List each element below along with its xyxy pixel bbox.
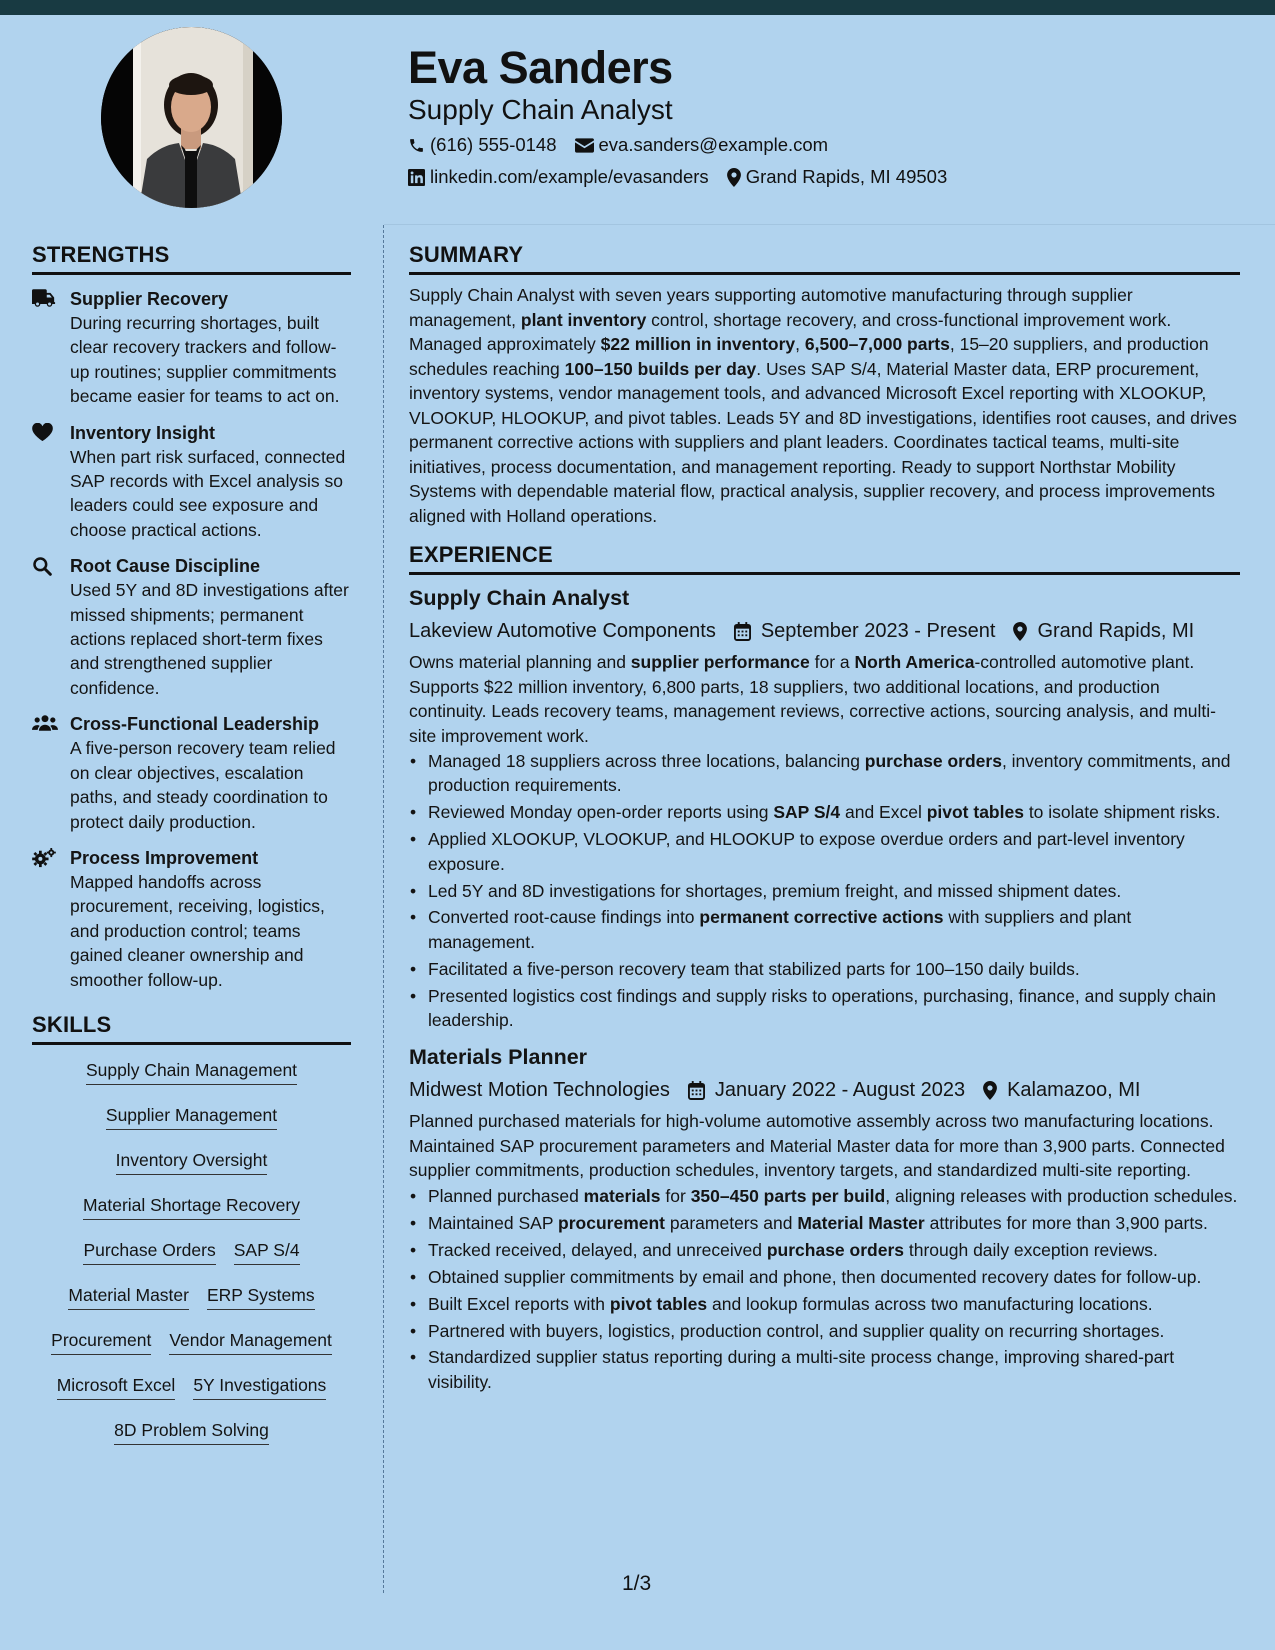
skill-tag: ERP Systems [207,1284,315,1310]
map-pin-icon [983,1081,997,1100]
skill-tag: Supply Chain Management [86,1059,297,1085]
skill-tag: Material Master [68,1284,189,1310]
job-description: Owns material planning and supplier performance for a North America-controlled automotive plant. Supports $22 million inventory, 6,800 parts, 18 suppliers, two additional locations, and production continuity. Leads recovery teams, management reviews, corrective actions, sourcing analysis, and multi-site improvement work. [409,652,1216,746]
strength-title: Process Improvement [70,847,259,868]
contact-row-1 [408,134,846,156]
job-location: Kalamazoo, MI [1007,1079,1141,1102]
strength-desc: Used 5Y and 8D investigations after missed shipments; permanent actions replaced short-term fixes and strengthened supplier confidence. [70,580,349,698]
skill-tag: Inventory Oversight [116,1149,268,1175]
candidate-title: Supply Chain Analyst [408,94,673,125]
job-title: Materials Planner [409,1045,588,1070]
phone-text: (616) 555-0148 [430,134,557,155]
emphasis-text: supplier performance [630,652,810,672]
emphasis-text: $22 million in inventory [600,334,796,354]
right-column [409,242,1240,1397]
strength-title: Inventory Insight [70,422,216,443]
emphasis-text: pivot tables [926,802,1024,823]
strength-desc: During recurring shortages, built clear recovery trackers and follow-up routines; supplier commitments became easier for teams to act on. [70,313,340,407]
list-item: • Obtained supplier commitments by email and phone, then documented recovery dates for follow-up. [409,1265,1240,1289]
left-column [32,242,351,1464]
search-icon [32,556,52,576]
experience-rule [409,572,1240,575]
column-divider [383,225,384,1593]
list-item: • Maintained SAP procurement parameters and Material Master attributes for more than 3,900 parts. [409,1211,1240,1235]
skill-tag: Material Shortage Recovery [83,1194,300,1220]
skill-tag: 5Y Investigations [193,1374,326,1400]
list-item: • Applied XLOOKUP, VLOOKUP, and HLOOKUP to expose overdue orders and part-level inventory exposure. [409,827,1240,876]
skill-tag: Microsoft Excel [57,1374,176,1400]
skill-tag: 8D Problem Solving [114,1419,269,1445]
emphasis-text: purchase orders [766,1239,904,1260]
list-item: • Partnered with buyers, logistics, production control, and supplier quality on recurring shortages. [409,1319,1240,1343]
job-entry [409,1042,1240,1394]
strength-item [32,421,351,543]
candidate-name: Eva Sanders [408,42,673,93]
linkedin-icon [408,169,425,186]
strengths-rule [32,272,351,275]
top-bar [0,0,1275,15]
skill-tag: Supplier Management [106,1104,277,1130]
company-name: Midwest Motion Technologies [409,1079,670,1102]
emphasis-text: materials [583,1185,661,1206]
list-item: • Built Excel reports with pivot tables and lookup formulas across two manufacturing locations. [409,1292,1240,1316]
email-item[interactable] [575,134,829,156]
job-title: Supply Chain Analyst [409,586,630,610]
skills-list [32,1059,351,1464]
job-meta [409,1076,1240,1104]
strength-item [32,287,351,409]
list-item: • Planned purchased materials for 350–450 parts per build, aligning releases with production schedules. [409,1184,1240,1208]
strengths-list [32,287,351,992]
gears-icon [32,848,56,868]
calendar-icon [688,1081,705,1100]
strength-title: Supplier Recovery [70,289,229,309]
heart-icon [32,423,53,441]
emphasis-text: Material Master [797,1212,925,1233]
job-dates: January 2022 - August 2023 [714,1079,966,1102]
skill-tag: Procurement [51,1329,151,1355]
list-item: • Reviewed Monday open-order reports using SAP S/4 and Excel pivot tables to isolate shipment risks. [409,800,1240,824]
calendar-icon [734,622,751,641]
emphasis-text: 350–450 parts per build [690,1185,886,1206]
contact-row-2 [408,166,965,188]
list-item: • Standardized supplier status reporting during a multi-site process change, improving shared-part visibility. [409,1345,1240,1394]
linkedin-text: linkedin.com/example/evasanders [430,166,709,187]
company-name: Lakeview Automotive Components [409,620,716,642]
emphasis-text: 100–150 builds per day [564,358,757,379]
list-item: • Presented logistics cost findings and supply risks to operations, purchasing, finance, and supply chain leadership. [409,984,1240,1033]
job-description: Planned purchased materials for high-volume automotive assembly across two manufacturing locations. Maintained SAP procurement parameters and Material Master data for more than 3,900 parts. Connected supplier commitments, production schedules, inventory targets, and standardized multi-site reporting. [409,1111,1225,1181]
list-item: • Converted root-cause findings into permanent corrective actions with suppliers and plant management. [409,905,1240,954]
skill-tag: SAP S/4 [234,1239,300,1265]
strength-item [32,712,351,834]
emphasis-text: North America [854,652,975,672]
strength-desc: Mapped handoffs across procurement, receiving, logistics, and production control; teams gained cleaner ownership and smoother follow-up. [70,871,325,990]
strength-desc: A five-person recovery team relied on clear objectives, escalation paths, and steady coordination to protect daily production. [70,738,336,832]
truck-icon [32,289,56,307]
list-item: • Facilitated a five-person recovery team that stabilized parts for 100–150 daily builds. [409,957,1240,981]
job-bullets [409,1184,1240,1394]
job-bullets [409,749,1240,1032]
job-location: Grand Rapids, MI [1037,620,1195,642]
skill-tag: Vendor Management [169,1329,331,1355]
skills-heading: SKILLS [32,1011,112,1037]
email-icon [575,138,594,153]
experience-heading: EXPERIENCE [409,542,553,567]
map-pin-icon [727,168,741,187]
header-divider [384,224,1275,225]
skills-rule [32,1042,351,1045]
emphasis-text: pivot tables [609,1293,708,1314]
profile-photo [101,27,282,208]
strength-item [32,554,351,700]
job-meta [409,617,1240,645]
location-item [727,166,948,188]
emphasis-text: procurement [558,1212,666,1233]
emphasis-text: purchase orders [864,751,1002,771]
job-dates: September 2023 - Present [760,620,996,642]
strength-title: Root Cause Discipline [70,556,261,577]
job-entry [409,583,1240,1032]
strength-title: Cross-Functional Leadership [70,714,320,735]
strength-item [32,846,351,992]
list-item: • Managed 18 suppliers across three locations, balancing purchase orders, inventory commitments, and production requirements. [409,749,1240,798]
emphasis-text: plant inventory [520,309,647,330]
location-text: Grand Rapids, MI 49503 [745,166,948,187]
emphasis-text: SAP S/4 [773,802,841,823]
summary-rule [409,272,1240,275]
strength-desc: When part risk surfaced, connected SAP records with Excel analysis so leaders could see exposure and choose practical actions. [70,446,346,540]
strengths-heading: STRENGTHS [32,242,170,267]
page-number: 1/3 [622,1572,652,1595]
emphasis-text: 6,500–7,000 parts [804,334,950,354]
skill-tag: Purchase Orders [83,1239,215,1265]
phone-icon [408,137,425,154]
phone-item[interactable] [408,134,557,156]
emphasis-text: permanent corrective actions [699,907,944,928]
users-icon [32,714,58,732]
list-item: • Tracked received, delayed, and unreceived purchase orders through daily exception reviews. [409,1238,1240,1262]
summary-heading: SUMMARY [409,242,524,267]
map-pin-icon [1013,622,1027,641]
email-text: eva.sanders@example.com [598,134,829,155]
list-item: • Led 5Y and 8D investigations for shortages, premium freight, and missed shipment dates. [409,879,1240,903]
summary-text: Supply Chain Analyst with seven years supporting automotive manufacturing through supplier management, plant inventory control, shortage recovery, and cross-functional improvement work. Managed approximately $22 million in inventory, 6,500–7,000 parts, 15–20 suppliers, and production schedules reaching 100–150 builds per day. Uses SAP S/4, Material Master data, ERP procurement, inventory systems, vendor management tools, and advanced Microsoft Excel reporting with XLOOKUP, VLOOKUP, HLOOKUP, and pivot tables. Leads 5Y and 8D investigations, identifies root causes, and drives permanent corrective actions with suppliers and plant leaders. Coordinates tactical teams, multi-site initiatives, process documentation, and management reporting. Ready to support Northstar Mobility Systems with dependable material flow, practical analysis, supplier recovery, and process improvements aligned with Holland operations. [409,285,1237,526]
linkedin-item[interactable] [408,166,709,188]
